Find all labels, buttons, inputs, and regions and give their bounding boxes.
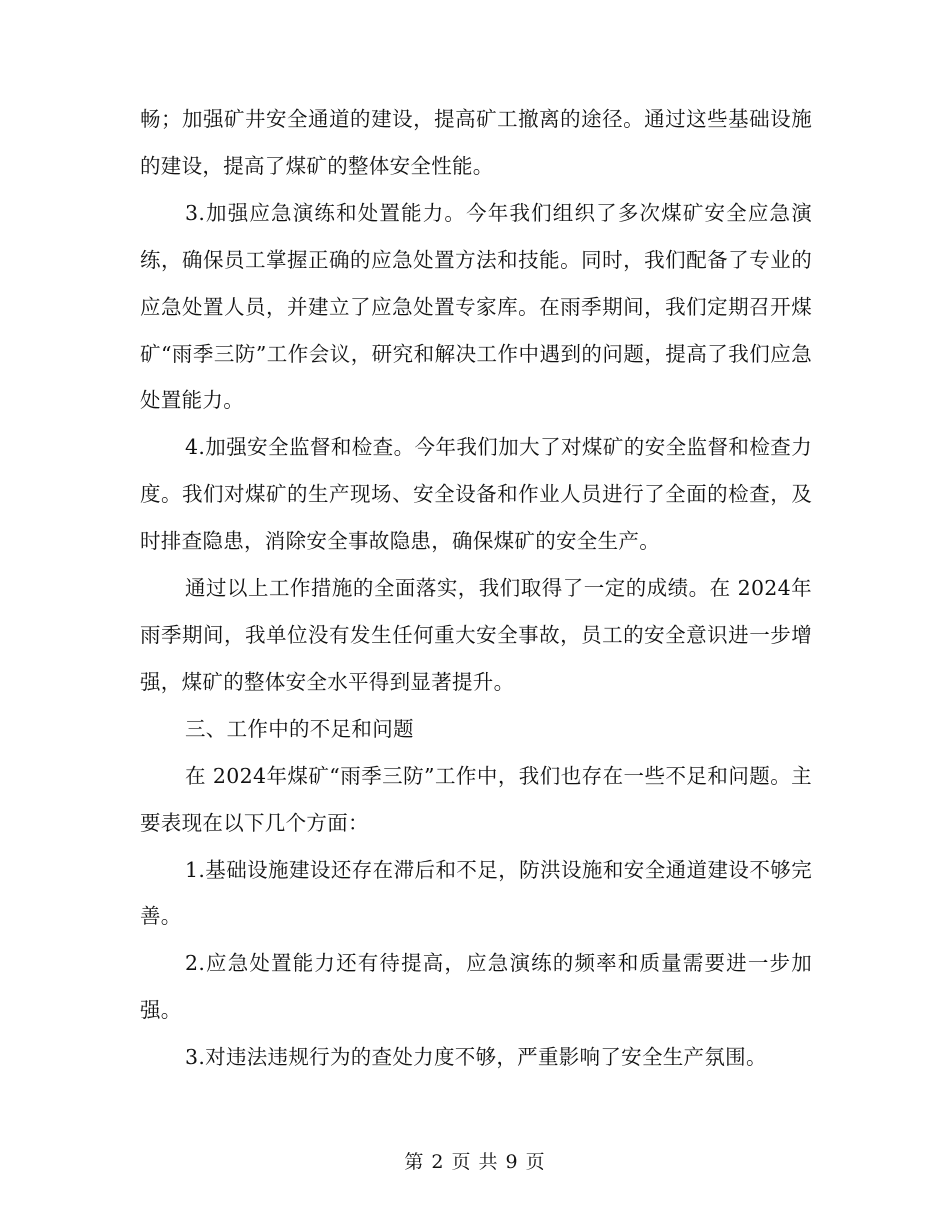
- line: 练，确保员工掌握正确的应急处置方法和技能。同时，我们配备了专: [140, 247, 771, 272]
- line: 3.加强应急演练和处置能力。今年我们组织了多次煤矿安全应急演: [185, 200, 812, 225]
- line: 题。主要表现在以下几个方面：: [140, 763, 812, 835]
- line: 2.应急处置能力还有待提高，应急演练的频率和质量需要进一步加: [185, 951, 812, 976]
- line: 查，及时排查隐患，消除安全事故隐患，确保煤矿的安全生产。: [140, 482, 812, 554]
- line: 1.基础设施建设还存在滞后和不足，防洪设施和安全通道建设不够: [185, 857, 792, 882]
- line: 3.对违法违规行为的查处力度不够，严重影响了安全生产氛围。: [185, 1045, 767, 1070]
- line: 畅；加强矿井安全通道的建设，提高矿工撤离的途径。通过这些基础: [140, 107, 771, 131]
- section-heading: [140, 706, 812, 753]
- line: 力度。我们对煤矿的生产现场、安全设备和作业人员进行了全面的检: [140, 435, 812, 507]
- page-number-footer: 第 2 页 共 9 页: [404, 1151, 546, 1173]
- paragraph-2: [140, 190, 812, 425]
- list-item-1: [140, 847, 812, 941]
- line: 业的应急处置人员，并建立了应急处置专家库。在雨季期间，我们定: [140, 247, 812, 319]
- line: 年雨季期间，我单位没有发生任何重大安全事故，员工的安全意识进: [140, 576, 812, 647]
- document-body: [140, 96, 812, 1081]
- paragraph-1: [140, 96, 812, 190]
- paragraph-3: [140, 424, 812, 565]
- paragraph-5: [140, 753, 812, 847]
- line: 设施的建设，提高了煤矿的整体安全性能。: [140, 107, 812, 178]
- paragraph-4: [140, 565, 812, 706]
- line: 提高了我们应急处置能力。: [140, 341, 812, 413]
- list-item-3: [140, 1034, 812, 1081]
- list-item-2: [140, 940, 812, 1034]
- line: 一步增强，煤矿的整体安全水平得到显著提升。: [140, 622, 812, 694]
- line: 期召开煤矿“雨季三防”工作会议，研究和解决工作中遇到的问题，: [140, 294, 812, 366]
- line: 强。: [140, 998, 182, 1023]
- line: 4.加强安全监督和检查。今年我们加大了对煤矿的安全监督和检查: [185, 435, 792, 460]
- line: 完善。: [140, 857, 812, 929]
- line: 在 2024年煤矿“雨季三防”工作中，我们也存在一些不足和问: [185, 763, 750, 788]
- line: 通过以上工作措施的全面落实，我们取得了一定的成绩。在 2024: [185, 576, 791, 601]
- line: 三、工作中的不足和问题: [185, 716, 414, 741]
